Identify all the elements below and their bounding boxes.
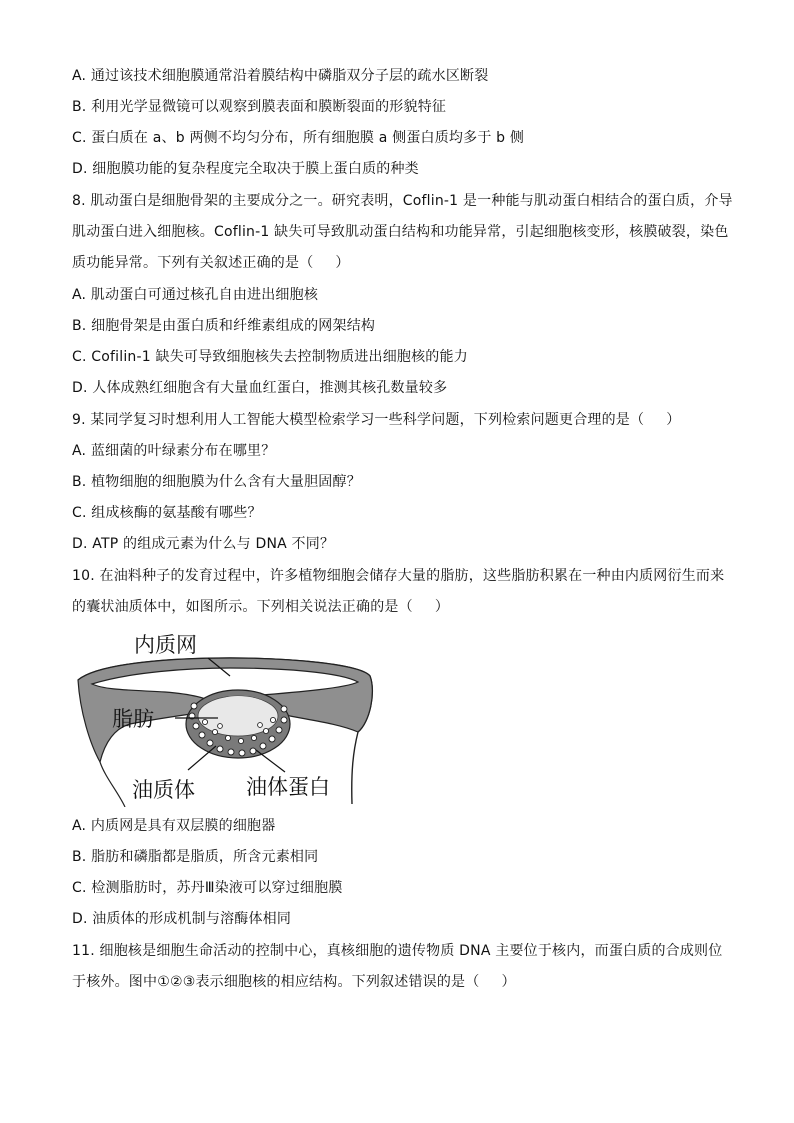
- q10-option-d: D. 油质体的形成机制与溶酶体相同: [72, 911, 292, 927]
- q7-option-d: D. 细胞膜功能的复杂程度完全取决于膜上蛋白质的种类: [72, 161, 419, 177]
- q10-stem-close: ）: [434, 599, 450, 615]
- q11-stem-line-1: 11. 细胞核是细胞生命活动的控制中心，真核细胞的遗传物质 DNA 主要位于核内，而蛋白质的合成则位: [72, 943, 723, 959]
- label-oleosin: 油体蛋白: [246, 775, 330, 799]
- q10-option-b: B. 脂肪和磷脂都是脂质，所含元素相同: [72, 849, 319, 865]
- q8-stem-text: 质功能异常。下列有关叙述正确的是（: [72, 255, 314, 271]
- oil-body-figure: [70, 632, 390, 807]
- oleosin-pointer: [256, 750, 285, 772]
- q8-stem-line-1: 8. 肌动蛋白是细胞骨架的主要成分之一。研究表明，Coflin-1 是一种能与肌动蛋白相结合的蛋白质，介导: [72, 193, 733, 209]
- label-er: 内质网: [134, 633, 197, 657]
- q8-option-b: B. 细胞骨架是由蛋白质和纤维素组成的网架结构: [72, 318, 376, 334]
- q10-stem-text: 的囊状油质体中，如图所示。下列相关说法正确的是（: [72, 599, 413, 615]
- oil-body-pointer: [188, 746, 216, 770]
- cell-wall-left: [100, 762, 125, 807]
- q7-option-c: C. 蛋白质在 a、b 两侧不均匀分布，所有细胞膜 a 侧蛋白质均多于 b 侧: [72, 130, 525, 146]
- q8-option-d: D. 人体成熟红细胞含有大量血红蛋白，推测其核孔数量较多: [72, 380, 448, 396]
- q9-stem: [72, 410, 680, 430]
- q9-option-d: D. ATP 的组成元素为什么与 DNA 不同？: [72, 536, 335, 552]
- q7-option-b: B. 利用光学显微镜可以观察到膜表面和膜断裂面的形貌特征: [72, 99, 447, 115]
- q9-stem-close: ）: [666, 412, 681, 428]
- q8-option-c: C. Cofilin-1 缺失可导致细胞核失去控制物质进出细胞核的能力: [72, 349, 468, 365]
- q10-stem-line-1: 10. 在油料种子的发育过程中，许多植物细胞会储存大量的脂肪，这些脂肪积累在一种由内质网衍生而来: [72, 568, 725, 584]
- label-oil-body: 油质体: [132, 778, 195, 802]
- q9-option-a: A. 蓝细菌的叶绿素分布在哪里？: [72, 443, 276, 459]
- q8-option-a: A. 肌动蛋白可通过核孔自由进出细胞核: [72, 287, 319, 303]
- label-fat: 脂肪: [112, 707, 154, 731]
- q11-stem-line-2: [72, 972, 516, 992]
- q9-stem-text: 9. 某同学复习时想利用人工智能大模型检索学习一些科学问题，下列检索问题更合理的是（: [72, 412, 645, 428]
- q11-stem-text: 于核外。图中①②③表示细胞核的相应结构。下列叙述错误的是（: [72, 974, 480, 990]
- oil-body-diagram: [70, 632, 390, 807]
- q8-stem-line-3: [72, 253, 350, 273]
- q10-option-c: C. 检测脂肪时，苏丹Ⅲ染液可以穿过细胞膜: [72, 880, 343, 896]
- q9-option-c: C. 组成核酶的氨基酸有哪些？: [72, 505, 262, 521]
- q11-stem-close: ）: [501, 974, 516, 990]
- q8-stem-line-2: 肌动蛋白进入细胞核。Coflin-1 缺失可导致肌动蛋白结构和功能异常，引起细胞核变形，核膜破裂，染色: [72, 224, 729, 240]
- q10-stem-line-2: [72, 597, 449, 617]
- q8-stem-close: ）: [335, 255, 350, 271]
- q9-option-b: B. 植物细胞的细胞膜为什么含有大量胆固醇？: [72, 474, 361, 490]
- q7-option-a: A. 通过该技术细胞膜通常沿着膜结构中磷脂双分子层的疏水区断裂: [72, 68, 489, 84]
- q10-option-a: A. 内质网是具有双层膜的细胞器: [72, 818, 276, 834]
